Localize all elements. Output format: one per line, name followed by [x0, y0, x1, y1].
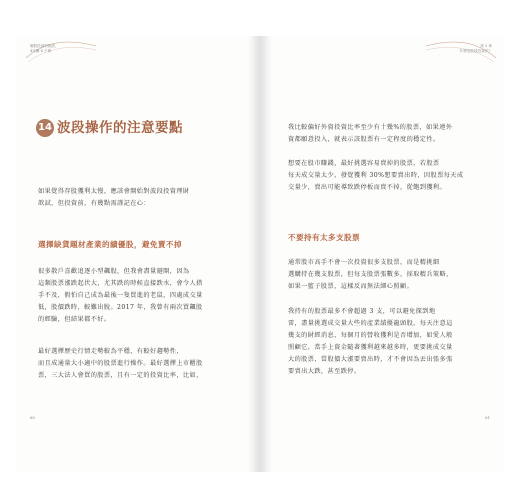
body-paragraph: [288, 122, 452, 146]
text-line: 通常股市高手不會一次投資很多支股票，而是精挑細: [288, 259, 440, 266]
text-line: 資都願意投入，就表示該股票有一定程度的穩定性。: [288, 136, 440, 143]
running-head-right: [460, 44, 492, 54]
text-line: 低，股價跌時，較難出脫。2017 年，我曾有兩次買飆股: [38, 304, 203, 311]
body-paragraph: [38, 266, 203, 326]
running-head-line: 4年賺 4 千萬: [30, 49, 52, 53]
left-page: [16, 36, 254, 472]
text-line: 雷，盡量挑選成交量大些的產業績優龍頭股，每天注意這: [288, 320, 453, 327]
body-paragraph: [288, 257, 453, 293]
chapter-number-badge: 14: [36, 119, 54, 137]
book-gutter: [254, 36, 266, 472]
text-line: 這類股票漲跌起伏大，尤其跌的時候直接跌水，會令人措: [38, 280, 203, 287]
page-number: 60: [30, 415, 35, 420]
page-number: 61: [485, 415, 490, 420]
running-head-left: [30, 44, 59, 54]
text-line: 如果一籃子股票，這樣反而無法細心照顧。: [288, 283, 414, 290]
text-line: 要賣出大跌，甚至跌停。: [288, 368, 361, 375]
running-head-line: 什麼是波段投資法？: [459, 49, 492, 53]
text-line: 最好選擇歷史行情走勢較為平穩，有較好趨勢性，: [38, 348, 183, 355]
text-line: 我比較偏好外資投資比率至少有十幾%的股票，如果連外: [288, 124, 453, 131]
text-line: 交量少，賣出可能導致跌停板而賣不掉，從飽到獲利。: [288, 184, 447, 191]
text-line: 大的股票，當股價大漲要賣出時，才不會因為丟出張多張: [288, 356, 453, 363]
intro-paragraph: [38, 186, 190, 210]
body-paragraph: [38, 346, 203, 382]
section-subheading: 選擇缺貨題材產業的績優股，避免賣不掉: [38, 240, 182, 249]
body-paragraph: [288, 306, 453, 378]
text-line: 照顧它，當手上資金隨著獲利越來越多時，更要挑成交量: [288, 344, 453, 351]
text-line: 每天成交量太少，發覺獲利 30%想要賣出時，因股票每天成: [288, 172, 464, 179]
text-line: 幾支的財經消息，每個月的營收獲利是否增加，如愛人般: [288, 332, 453, 339]
text-line: 票，三大法人會買的股票，且有一定的投資比率，比如，: [38, 372, 203, 379]
running-head-line: 飆股投資的秘訣，: [30, 44, 59, 48]
text-line: 手不及，假怕自己成為最後一隻買進的老鼠，四處成交量: [38, 292, 203, 299]
section-subheading: 不要持有太多支股票: [288, 233, 360, 242]
chapter-title: 波段操作的注意要點: [57, 120, 183, 136]
right-page: [266, 36, 504, 472]
running-head-line: 第 3 章: [480, 44, 492, 48]
text-line: 很多散戶喜歡追逐小型飆股，但我會盡量避開，因為: [38, 268, 190, 275]
text-line: 想要在股市賺錢，最好挑選容易賣掉的股票，若股票: [288, 160, 440, 167]
text-line: 如果覺得存股獲利太慢，應該會開始對波段投資理財: [38, 188, 190, 195]
text-line: 我持有的股票最多不會超過 3 支，可以避免探到地: [288, 308, 436, 315]
text-line: 歆試，但投資前，有幾點需謹記在心：: [38, 200, 150, 207]
text-line: 選購持在幾支股票，但每支股票張數多，採取精兵策略，: [288, 271, 453, 278]
text-line: 的經驗，但結果都不好。: [38, 316, 111, 323]
body-paragraph: [288, 158, 463, 194]
text-line: 而且成通量大小適中的股票進行操作。最好選擇上市櫃股: [38, 360, 203, 367]
